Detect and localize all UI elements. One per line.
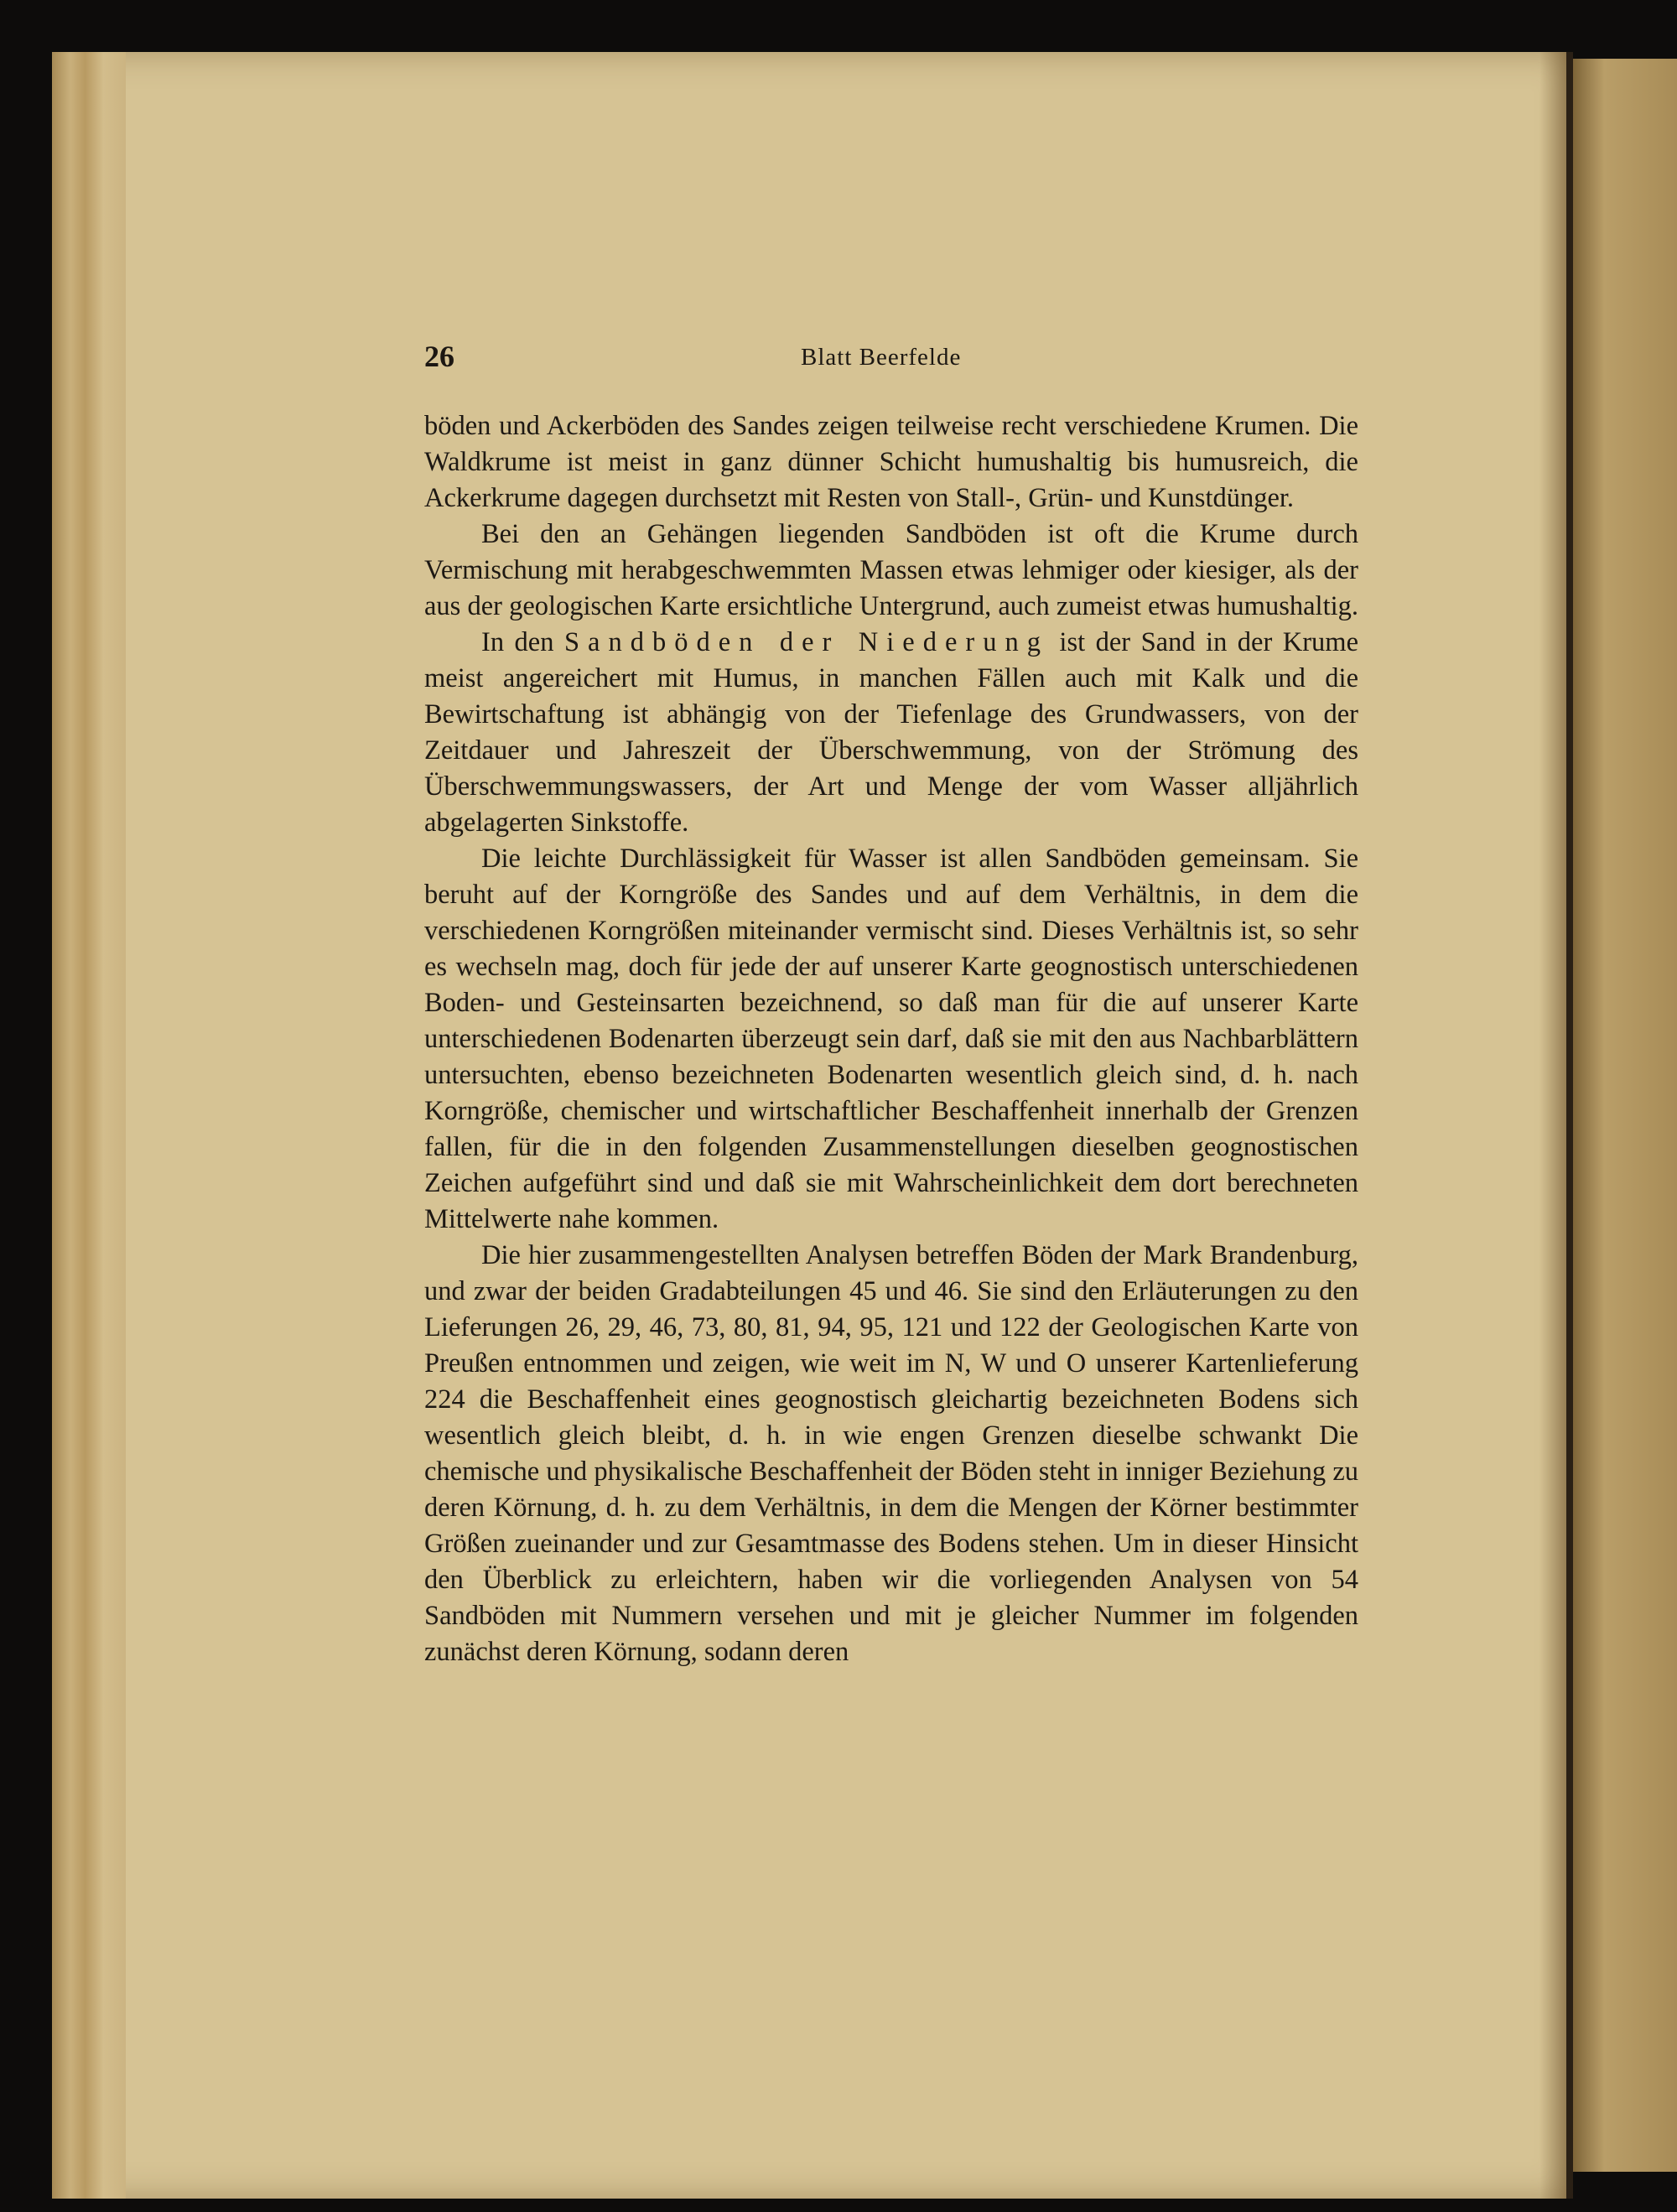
binding-fold [1566,52,1573,2199]
running-title: Blatt Beerfelde [801,344,962,371]
body-text [424,408,1358,1670]
paragraph: Die hier zusammengestellten Analysen betreffen Böden der Mark Brandenburg, und zwar der beiden Gradabteilungen 45 und 46. Sie sind den Erläuterungen zu den Lieferungen 26, 29, 46, 73, 80, 81, 94, 95, 121 und 122 der Geologischen Karte von Preußen entnommen und zeigen, wie weit im N, W und O unserer Kartenlieferung 224 die Beschaffenheit eines geognostisch gleichartig bezeichneten Bodens sich wesentlich gleich bleibt, d. h. in wie engen Grenzen dieselbe schwankt Die chemische und physikalische Beschaffenheit der Böden steht in inniger Beziehung zu deren Körnung, d. h. zu dem Verhältnis, in dem die Mengen der Körner bestimmter Größen zueinander und zur Gesamtmasse des Bodens stehen. Um in dieser Hinsicht den Überblick zu erleichtern, haben wir die vorliegenden Analysen von 54 Sandböden mit Nummern versehen und mit je gleicher Nummer im folgenden zunächst deren Körnung, sodann deren [424,1240,1358,1667]
paragraph: Bei den an Gehängen liegenden Sandböden ist oft die Krume durch Vermischung mit herabgeschwemmten Massen etwas lehmiger oder kiesiger, als der aus der geologischen Karte ersichtliche Untergrund, auch zumeist etwas humushaltig. [424,519,1358,621]
stacked-page-edges [52,52,126,2199]
page-number: 26 [424,340,454,373]
paragraph-continued: böden und Ackerböden des Sandes zeigen teilweise recht verschiedene Krumen. Die Waldkrume ist meist in ganz dünner Schicht humushaltig bis humusreich, die Ackerkrume dagegen durchsetzt mit Resten von Stall-, Grün- und Kunstdünger. [424,411,1358,513]
spaced-emphasis: Sandböden der Niederung [563,627,1049,657]
paragraph: Die leichte Durchlässigkeit für Wasser ist allen Sandböden gemeinsam. Sie beruht auf der Korngröße des Sandes und auf dem Verhältnis, in dem die verschiedenen Korngrößen miteinander vermischt sind. Dieses Verhältnis ist, so sehr es wechseln mag, doch für jede der auf unserer Karte geognostisch unterschiedenen Boden- und Gesteinsarten bezeichnend, so daß man für die auf unserer Karte unterschiedenen Bodenarten überzeugt sein darf, daß sie mit den aus Nachbarblättern untersuchten, ebenso bezeichneten Bodenarten wesentlich gleich sind, d. h. nach Korngröße, chemischer und wirtschaftlicher Beschaffenheit innerhalb der Grenzen fallen, für die in den folgenden Zusammenstellungen dieselben geognostischen Zeichen aufgeführt sind und daß sie mit Wahrscheinlichkeit dem dort berechneten Mittelwerte nahe kommen. [424,844,1358,1234]
paragraph-lead: In den [481,627,564,657]
paragraph-rest: ist der Sand in der Krume meist angereichert mit Humus, in manchen Fällen auch mit Kalk und die Bewirtschaftung ist abhängig von der Tiefenlage des Grundwassers, von der Zeitdauer und Jahreszeit der Überschwemmung, von der Strömung des Überschwemmungswassers, der Art und Menge der vom Wasser alljährlich abgelagerten Sinkstoffe. [424,627,1358,838]
next-page-edge [1573,59,1677,2172]
paragraph [424,625,1358,841]
